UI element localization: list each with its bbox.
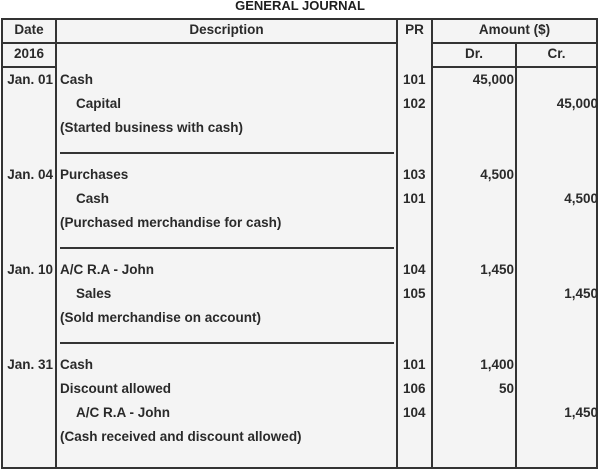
entry-pr: 103 xyxy=(403,167,426,182)
header-pr: PR xyxy=(405,22,424,37)
entry-account-debit: Discount allowed xyxy=(60,381,172,396)
header-divider xyxy=(3,42,396,44)
entry-cr-amount: 4,500 xyxy=(564,191,598,206)
entry-dr-amount: 1,450 xyxy=(480,262,514,277)
entry-pr: 102 xyxy=(403,96,426,111)
entry-account-credit: Capital xyxy=(76,96,122,111)
entry-account-debit: Cash xyxy=(60,357,94,372)
header-description: Description xyxy=(189,22,264,37)
entry-date: Jan. 10 xyxy=(7,262,53,277)
general-journal-table xyxy=(1,18,598,469)
entry-dr-amount: 45,000 xyxy=(472,72,514,87)
entry-narration: (Purchased merchandise for cash) xyxy=(60,215,282,230)
entry-account-credit: Sales xyxy=(76,286,112,301)
entry-cr-amount: 1,450 xyxy=(564,405,598,420)
entry-narration: (Started business with cash) xyxy=(60,120,244,135)
entry-dr-amount: 1,400 xyxy=(480,357,514,372)
entry-account-credit: A/C R.A - John xyxy=(76,405,170,420)
entry-narration: (Sold merchandise on account) xyxy=(60,310,262,325)
header-year: 2016 xyxy=(13,46,45,61)
entry-date: Jan. 31 xyxy=(7,357,53,372)
entry-account-debit: Cash xyxy=(60,72,94,87)
col-divider-description xyxy=(396,20,398,467)
entry-pr: 104 xyxy=(403,262,426,277)
entry-date: Jan. 01 xyxy=(7,72,53,87)
entry-cr-amount: 45,000 xyxy=(556,96,598,111)
entry-cr-amount: 1,450 xyxy=(564,286,598,301)
header-cr: Cr. xyxy=(547,46,566,61)
entry-narration: (Cash received and discount allowed) xyxy=(60,429,302,444)
entry-pr: 106 xyxy=(403,381,426,396)
entry-pr: 101 xyxy=(403,357,426,372)
col-divider-date xyxy=(55,20,57,467)
entry-pr: 105 xyxy=(403,286,426,301)
journal-title: GENERAL JOURNAL xyxy=(235,0,365,13)
entry-pr: 101 xyxy=(403,191,426,206)
entry-dr-amount: 50 xyxy=(498,381,514,396)
entry-separator xyxy=(60,247,394,249)
entry-date: Jan. 04 xyxy=(7,167,53,182)
header-date: Date xyxy=(14,22,44,37)
entry-account-debit: A/C R.A - John xyxy=(60,262,154,277)
header-amount: Amount ($) xyxy=(478,22,551,37)
entry-separator xyxy=(60,342,394,344)
entry-pr: 101 xyxy=(403,72,426,87)
entry-account-debit: Purchases xyxy=(60,167,129,182)
entry-dr-amount: 4,500 xyxy=(480,167,514,182)
entry-separator xyxy=(60,152,394,154)
entry-pr: 104 xyxy=(403,405,426,420)
entry-account-credit: Cash xyxy=(76,191,110,206)
header-dr: Dr. xyxy=(464,46,483,61)
